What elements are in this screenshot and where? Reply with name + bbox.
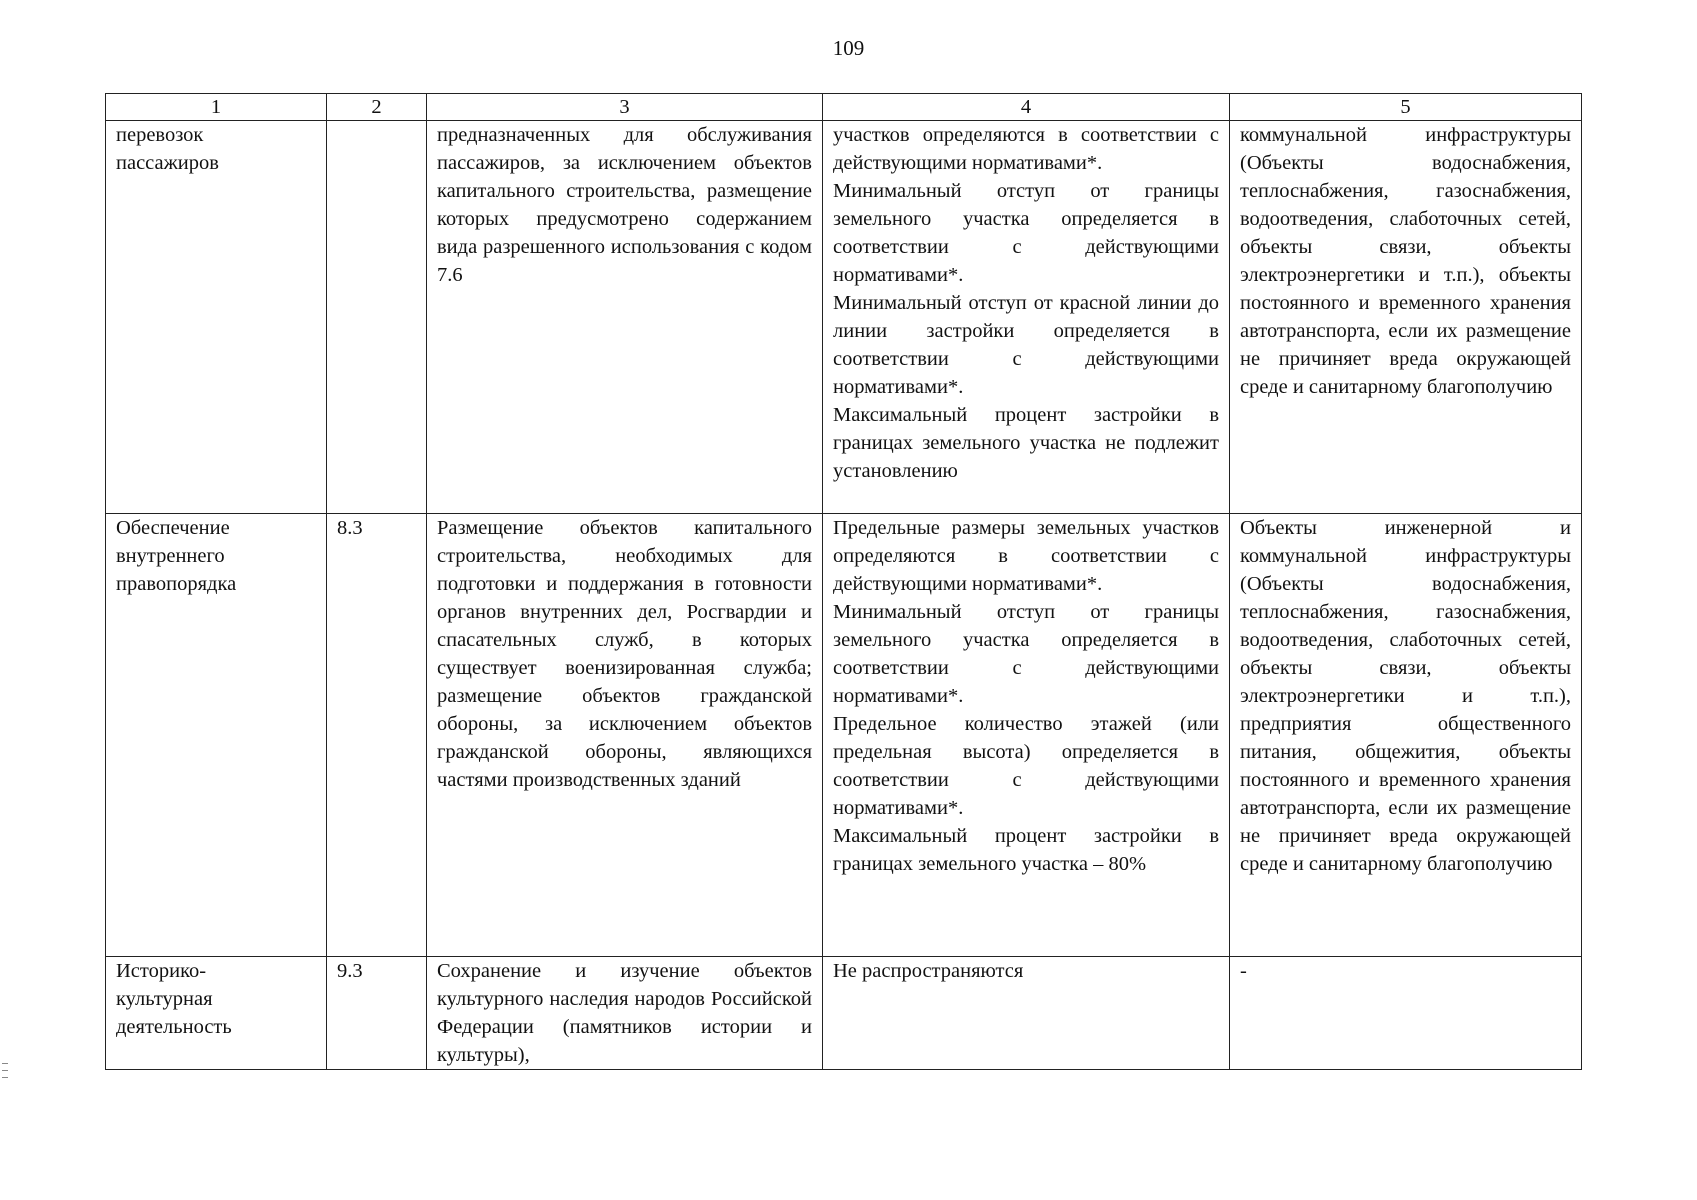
parameters — [823, 121, 1230, 514]
auxiliary-uses — [1230, 957, 1582, 1070]
column-header-3: 3 — [427, 94, 823, 121]
scan-margin-mark — [2, 1070, 8, 1071]
cell-text: предназначенных для обслуживания пассажиров, за исключением объектов капитального строительства, размещение которых предусмотрено содержанием вида разрешенного использования с кодом 7.6 — [437, 124, 812, 286]
scan-margin-mark — [2, 1063, 8, 1064]
use-type-name — [106, 121, 327, 514]
scan-margin-mark — [2, 1077, 8, 1078]
column-header-5: 5 — [1230, 94, 1582, 121]
cell-text: Сохранение и изучение объектов культурного наследия народов Российской Федерации (памятников истории и культуры), — [437, 960, 812, 1066]
table-row — [106, 121, 1582, 514]
cell-text: 8.3 — [337, 517, 363, 539]
use-type-name — [106, 957, 327, 1070]
parameters — [823, 514, 1230, 957]
use-type-description — [427, 957, 823, 1070]
use-type-name — [106, 514, 327, 957]
page-number: 109 — [832, 36, 865, 60]
cell-text: Обеспечение внутреннего правопорядка — [116, 517, 237, 595]
cell-text: Размещение объектов капитального строительства, необходимых для подготовки и поддержания в готовности органов внутренних дел, Росгвардии и спасательных служб, в которых существует военизированная служба; размещение объектов гражданской обороны, за исключением объектов гражданской обороны, являющихся частями производственных зданий — [437, 517, 812, 791]
cell-text: Историко- культурная деятельность — [116, 960, 232, 1038]
table-row — [106, 957, 1582, 1070]
table-header-row — [106, 94, 1582, 121]
parameters — [823, 957, 1230, 1070]
cell-text: 9.3 — [337, 960, 363, 982]
use-type-code — [327, 514, 427, 957]
cell-text: участков определяются в соответствии с действующими нормативами*. Минимальный отступ от границы земельного участка определяется в соответствии с действующими нормативами*. Минимальный отступ от красной линии до линии застройки определяется в соответствии с действующими нормативами*. Максимальный процент застройки в границах земельного участка не подлежит установлению — [833, 124, 1219, 482]
use-type-code — [327, 957, 427, 1070]
use-type-description — [427, 121, 823, 514]
table-row — [106, 514, 1582, 957]
cell-text: - — [1240, 960, 1247, 982]
use-type-code — [327, 121, 427, 514]
regulations-table — [105, 93, 1582, 1070]
use-type-description — [427, 514, 823, 957]
cell-text: перевозок пассажиров — [116, 124, 219, 174]
cell-text: Не распространяются — [833, 960, 1024, 982]
column-header-1: 1 — [106, 94, 327, 121]
auxiliary-uses — [1230, 514, 1582, 957]
cell-text: Предельные размеры земельных участков определяются в соответствии с действующими нормативами*. Минимальный отступ от границы земельного участка определяется в соответствии с действующими нормативами*. Предельное количество этажей (или предельная высота) определяется в соответствии с действующими нормативами*. Максимальный процент застройки в границах земельного участка – 80% — [833, 517, 1219, 875]
cell-text: коммунальной инфраструктуры (Объекты водоснабжения, теплоснабжения, газоснабжения, водоотведения, слаботочных сетей, объекты связи, объекты электроэнергетики и т.п.), объекты постоянного и временного хранения автотранспорта, если их размещение не причиняет вреда окружающей среде и санитарному благополучию — [1240, 124, 1571, 398]
column-header-4: 4 — [823, 94, 1230, 121]
cell-text: Объекты инженерной и коммунальной инфраструктуры (Объекты водоснабжения, теплоснабжения, газоснабжения, водоотведения, слаботочных сетей, объекты связи, объекты электроэнергетики и т.п.), предприятия общественного питания, общежития, объекты постоянного и временного хранения автотранспорта, если их размещение не причиняет вреда окружающей среде и санитарному благополучию — [1240, 517, 1571, 875]
column-header-2: 2 — [327, 94, 427, 121]
auxiliary-uses — [1230, 121, 1582, 514]
